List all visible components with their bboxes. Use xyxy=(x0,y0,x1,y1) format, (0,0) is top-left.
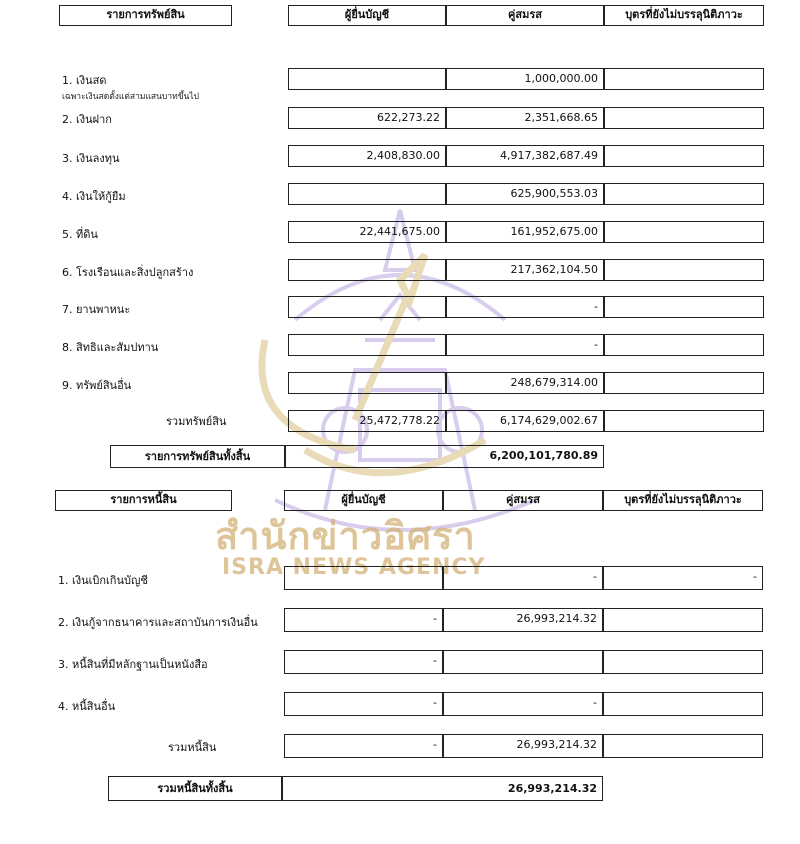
asset-rights-spouse: - xyxy=(446,334,604,356)
asset-label-buildings: 6. โรงเรือนและสิ่งปลูกสร้าง xyxy=(62,266,194,279)
asset-other-filer xyxy=(288,372,446,394)
asset-other-spouse: 248,679,314.00 xyxy=(446,372,604,394)
liability-overdraft-spouse: - xyxy=(443,566,603,590)
emblem-watermark xyxy=(235,200,565,540)
asset-investment-filer: 2,408,830.00 xyxy=(288,145,446,167)
watermark-english-text: ISRA NEWS AGENCY xyxy=(222,555,486,580)
asset-deposit-filer: 622,273.22 xyxy=(288,107,446,129)
assets-col-child-header: บุตรที่ยังไม่บรรลุนิติภาวะ xyxy=(604,5,764,26)
asset-label-vehicles: 7. ยานพาหนะ xyxy=(62,303,131,316)
asset-land-child xyxy=(604,221,764,243)
asset-loans-filer xyxy=(288,183,446,205)
liability-label-overdraft: 1. เงินเบิกเกินบัญชี xyxy=(58,574,148,587)
asset-investment-spouse: 4,917,382,687.49 xyxy=(446,145,604,167)
asset-cash-spouse: 1,000,000.00 xyxy=(446,68,604,90)
liability-label-other: 4. หนี้สินอื่น xyxy=(58,700,116,713)
asset-land-filer: 22,441,675.00 xyxy=(288,221,446,243)
assets-section-title: รายการทรัพย์สิน xyxy=(59,5,232,26)
assets-col-spouse-header: คู่สมรส xyxy=(446,5,604,26)
assets-grand-total-label: รายการทรัพย์สินทั้งสิ้น xyxy=(110,445,285,468)
assets-subtotal-filer: 25,472,778.22 xyxy=(288,410,446,432)
liabilities-subtotal-child xyxy=(603,734,763,758)
asset-vehicles-child xyxy=(604,296,764,318)
liability-documented-debt-filer: - xyxy=(284,650,443,674)
asset-cash-filer xyxy=(288,68,446,90)
asset-loans-child xyxy=(604,183,764,205)
liabilities-col-filer-header: ผู้ยื่นบัญชี xyxy=(284,490,443,511)
liability-overdraft-filer xyxy=(284,566,443,590)
assets-subtotal-child xyxy=(604,410,764,432)
liability-label-documented-debt: 3. หนี้สินที่มีหลักฐานเป็นหนังสือ xyxy=(58,658,208,671)
liability-other-filer: - xyxy=(284,692,443,716)
liability-other-child xyxy=(603,692,763,716)
asset-rights-child xyxy=(604,334,764,356)
liability-bank-loans-child xyxy=(603,608,763,632)
liability-bank-loans-filer: - xyxy=(284,608,443,632)
asset-deposit-child xyxy=(604,107,764,129)
assets-subtotal-spouse: 6,174,629,002.67 xyxy=(446,410,604,432)
assets-col-filer-header: ผู้ยื่นบัญชี xyxy=(288,5,446,26)
asset-other-child xyxy=(604,372,764,394)
asset-land-spouse: 161,952,675.00 xyxy=(446,221,604,243)
liabilities-grand-total-value: 26,993,214.32 xyxy=(282,776,603,801)
asset-cash-child xyxy=(604,68,764,90)
asset-buildings-child xyxy=(604,259,764,281)
asset-buildings-filer xyxy=(288,259,446,281)
liabilities-subtotal-label: รวมหนี้สิน xyxy=(168,741,217,754)
liabilities-grand-total-label: รวมหนี้สินทั้งสิ้น xyxy=(108,776,282,801)
liability-documented-debt-spouse xyxy=(443,650,603,674)
asset-note-cash: เฉพาะเงินสดตั้งแต่สามแสนบาทขึ้นไป xyxy=(62,92,199,102)
liability-documented-debt-child xyxy=(603,650,763,674)
liabilities-col-child-header: บุตรที่ยังไม่บรรลุนิติภาวะ xyxy=(603,490,763,511)
asset-vehicles-filer xyxy=(288,296,446,318)
asset-label-loans: 4. เงินให้กู้ยืม xyxy=(62,190,126,203)
liabilities-subtotal-spouse: 26,993,214.32 xyxy=(443,734,603,758)
watermark-thai-text: สำนักข่าวอิศรา xyxy=(215,514,476,558)
asset-label-cash: 1. เงินสด xyxy=(62,74,107,87)
asset-label-investment: 3. เงินลงทุน xyxy=(62,152,120,165)
asset-investment-child xyxy=(604,145,764,167)
liability-bank-loans-spouse: 26,993,214.32 xyxy=(443,608,603,632)
asset-vehicles-spouse: - xyxy=(446,296,604,318)
assets-grand-total-value: 6,200,101,780.89 xyxy=(285,445,604,468)
asset-rights-filer xyxy=(288,334,446,356)
assets-subtotal-label: รวมทรัพย์สิน xyxy=(166,415,227,428)
asset-label-deposit: 2. เงินฝาก xyxy=(62,113,112,126)
liability-other-spouse: - xyxy=(443,692,603,716)
asset-loans-spouse: 625,900,553.03 xyxy=(446,183,604,205)
asset-label-rights: 8. สิทธิและสัมปทาน xyxy=(62,341,159,354)
liabilities-subtotal-filer: - xyxy=(284,734,443,758)
asset-label-other: 9. ทรัพย์สินอื่น xyxy=(62,379,132,392)
liabilities-section-title: รายการหนี้สิน xyxy=(55,490,232,511)
liability-overdraft-child: - xyxy=(603,566,763,590)
liabilities-col-spouse-header: คู่สมรส xyxy=(443,490,603,511)
asset-deposit-spouse: 2,351,668.65 xyxy=(446,107,604,129)
liability-label-bank-loans: 2. เงินกู้จากธนาคารและสถาบันการเงินอื่น xyxy=(58,616,258,629)
asset-buildings-spouse: 217,362,104.50 xyxy=(446,259,604,281)
asset-label-land: 5. ที่ดิน xyxy=(62,228,98,241)
